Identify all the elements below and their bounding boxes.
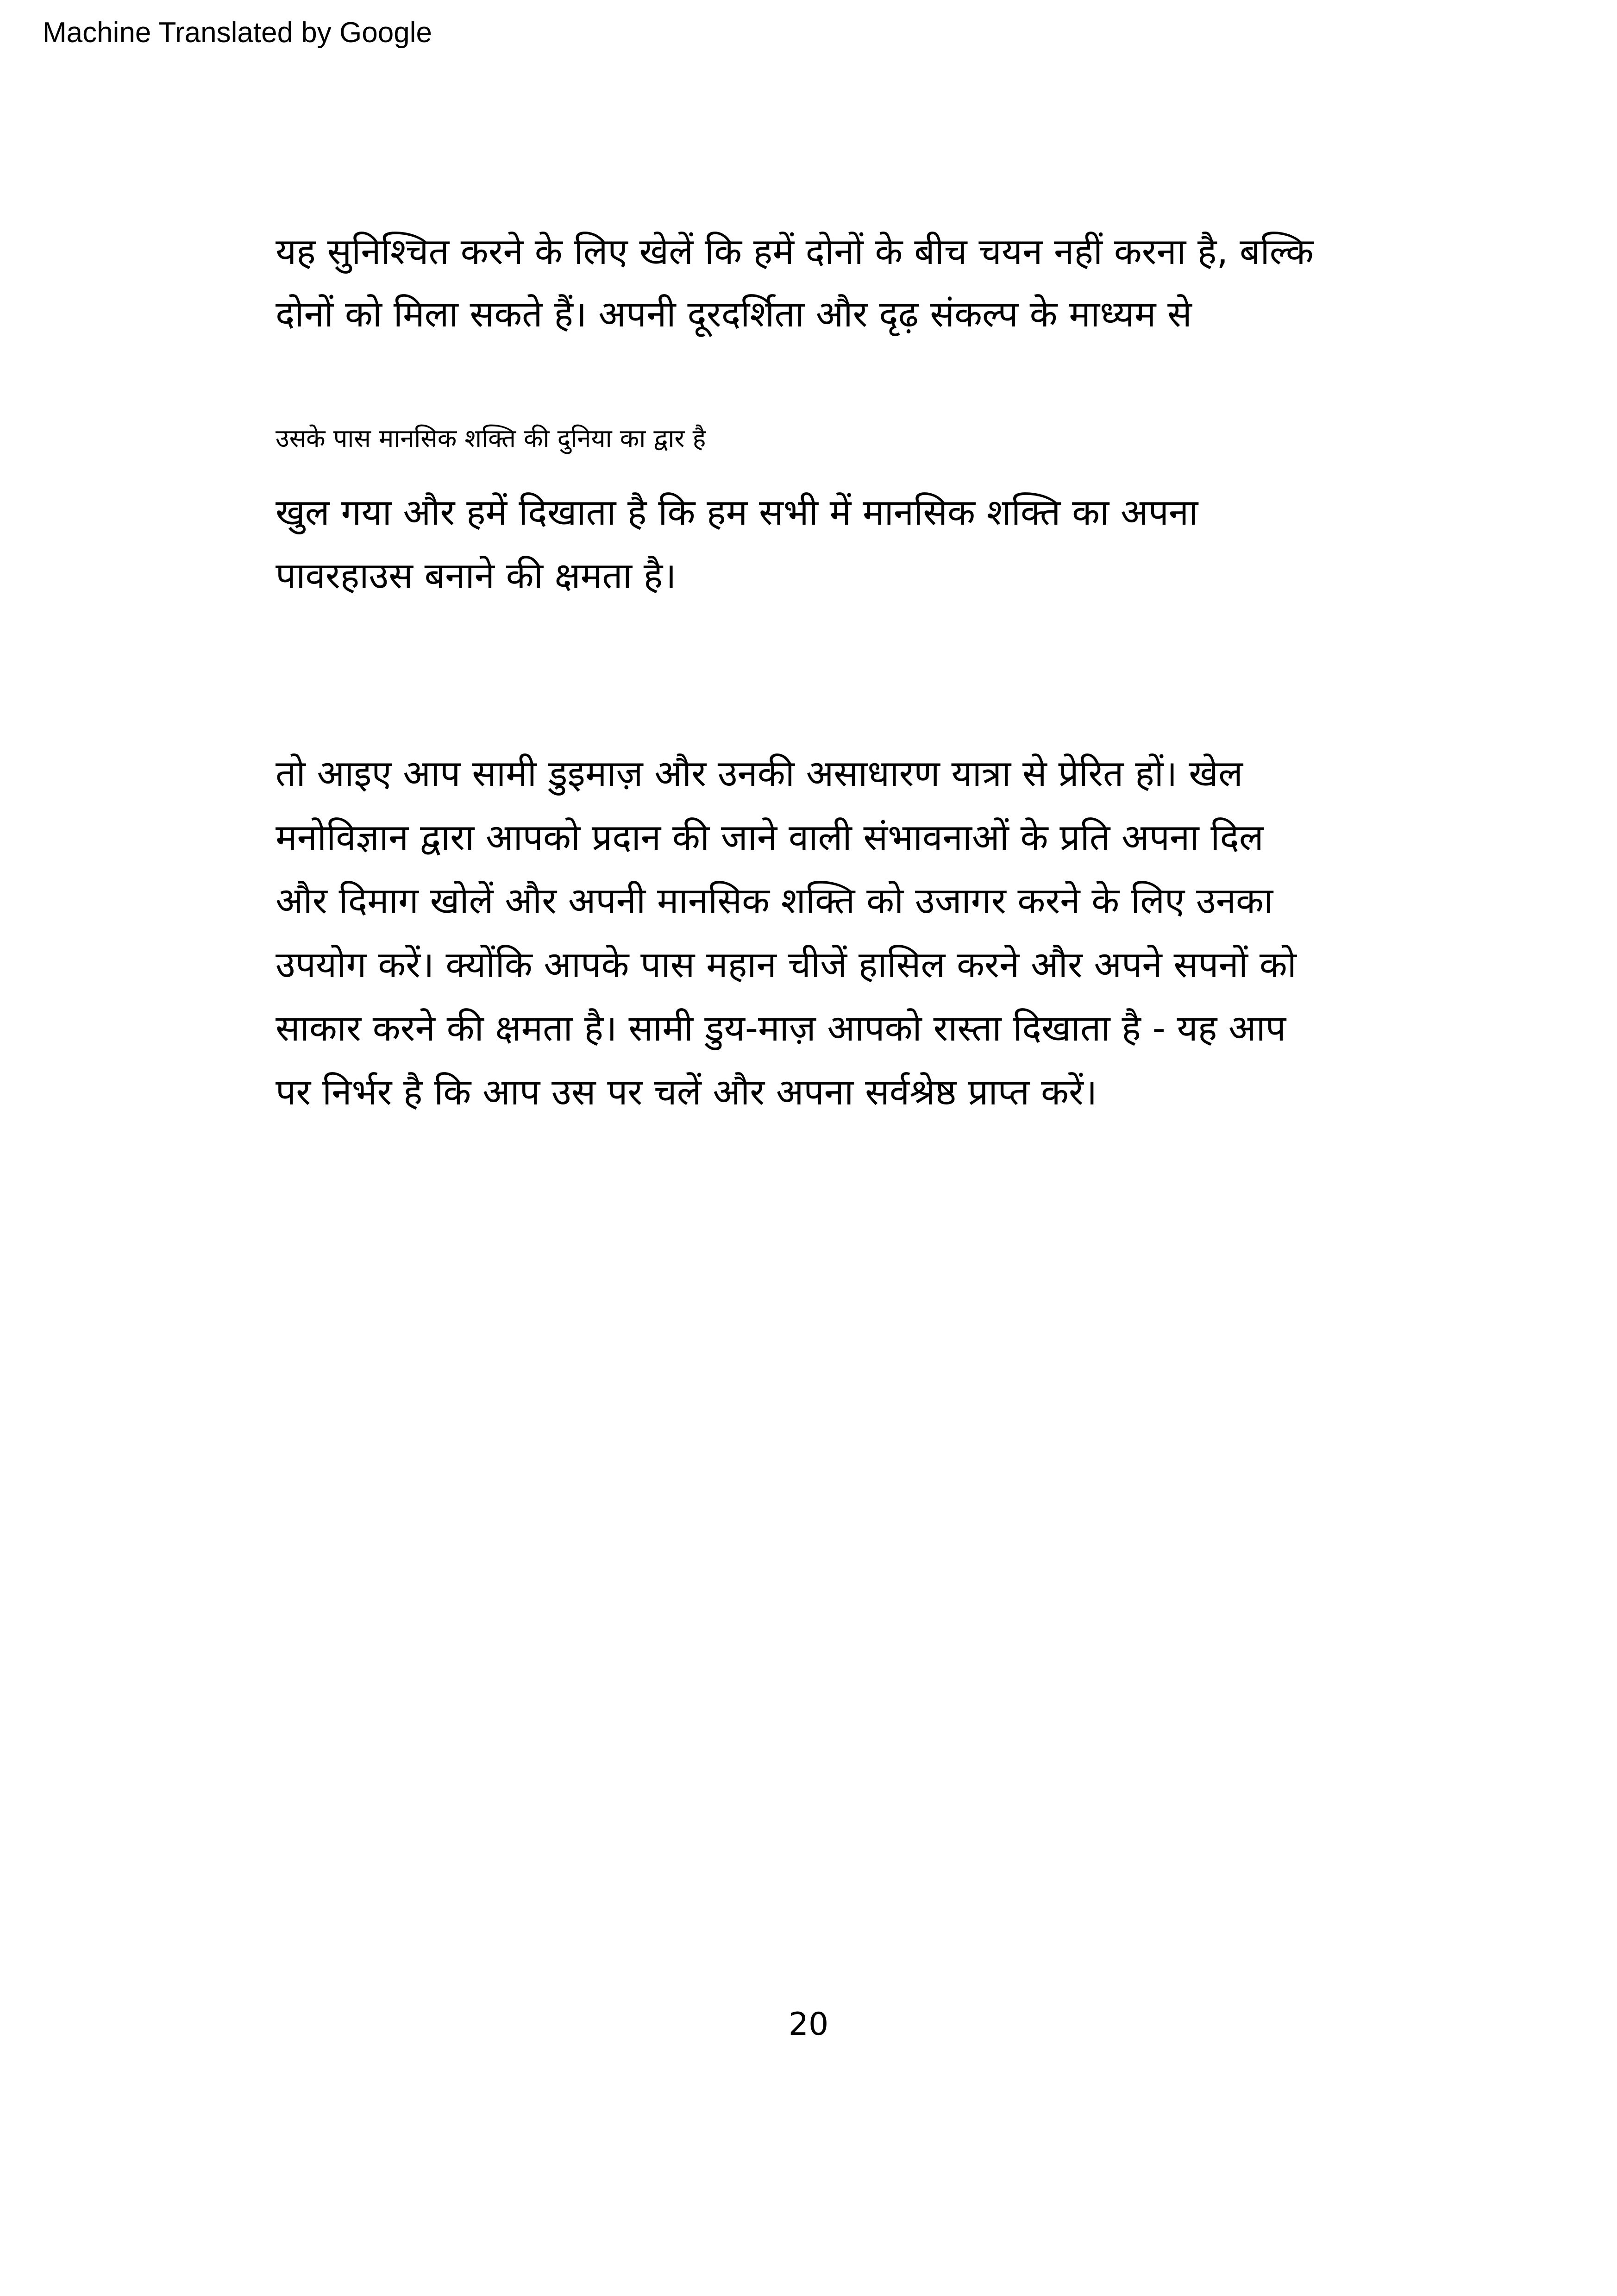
machine-translation-banner: Machine Translated by Google — [43, 17, 432, 49]
paragraph-3-line-5: साकार करने की क्षमता है। सामी डुय-माज़ आपको रास्ता दिखाता है - यह आप — [276, 1008, 1286, 1049]
paragraph-1-line-1: यह सुनिश्चित करने के लिए खेलें कि हमें दोनों के बीच चयन नहीं करना है, बल्कि — [276, 231, 1314, 273]
paragraph-2-line-2: पावरहाउस बनाने की क्षमता है। — [276, 555, 677, 597]
paragraph-3-line-1: तो आइए आप सामी डुइमाज़ और उनकी असाधारण यात्रा से प्रेरित हों। खेल — [276, 753, 1243, 795]
page-number: 20 — [788, 2006, 829, 2043]
paragraph-3-line-4: उपयोग करें। क्योंकि आपके पास महान चीजें हासिल करने और अपने सपनों को — [276, 944, 1297, 986]
paragraph-3-line-3: और दिमाग खोलें और अपनी मानसिक शक्ति को उजागर करने के लिए उनका — [276, 880, 1273, 922]
paragraph-2-line-1: खुल गया और हमें दिखाता है कि हम सभी में मानसिक शक्ति का अपना — [276, 492, 1198, 533]
paragraph-3-line-6: पर निर्भर है कि आप उस पर चलें और अपना सर्वश्रेष्ठ प्राप्त करें। — [276, 1072, 1097, 1113]
paragraph-1-line-2: दोनों को मिला सकते हैं। अपनी दूरदर्शिता और दृढ़ संकल्प के माध्यम से — [276, 294, 1192, 335]
paragraph-3-line-2: मनोविज्ञान द्वारा आपको प्रदान की जाने वाली संभावनाओं के प्रति अपना दिल — [276, 817, 1264, 859]
paragraph-2-heading: उसके पास मानसिक शक्ति की दुनिया का द्वार है — [276, 424, 706, 453]
